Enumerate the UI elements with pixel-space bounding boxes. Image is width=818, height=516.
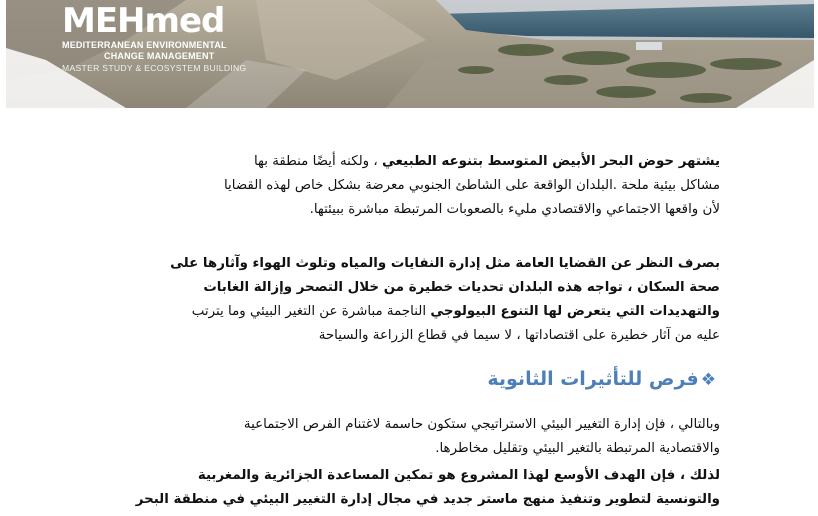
paragraph2-line1: بصرف النظر عن القضايا العامة مثل إدارة النفايات والمياه وتلوث الهواء وآثارها على	[170, 256, 720, 271]
paragraph3-line1: وبالتالي ، فإن إدارة التغيير البيئي الاستراتيجي ستكون حاسمة لاغتنام الفرص الاجتماعية	[243, 417, 720, 432]
paragraph4-line1: لذلك ، فإن الهدف الأوسع لهذا المشروع هو تمكين المساعدة الجزائرية والمغربية	[197, 468, 720, 483]
logo-line-1: MEDITERRANEAN ENVIRONMENTAL	[62, 40, 227, 50]
paragraph1-line1-bold: يشتهر حوض البحر الأبيض المتوسط بتنوعه الطبيعي	[382, 154, 720, 169]
paragraph-objective	[96, 464, 720, 512]
diamond-bullet-icon: ❖	[700, 370, 716, 390]
paragraph2-line4: عليه من آثار خطيرة على اقتصاداتها ، لا سيما في قطاع الزراعة والسياحة	[318, 328, 720, 343]
section-heading	[300, 368, 716, 390]
paragraph1-line2: مشاكل بيئية ملحة .البلدان الواقعة على الشاطئ الجنوبي معرضة بشكل خاص لهذه القضايا	[223, 178, 720, 193]
paragraph2-line2: صحة السكان ، تواجه هذه البلدان تحديات خطيرة من خلال التصحر وإزالة الغابات	[203, 280, 720, 295]
logo-line-2: CHANGE MANAGEMENT	[104, 51, 215, 61]
paragraph2-line3-bold: والتهديدات التي يتعرض لها التنوع البيولوجي	[430, 304, 720, 319]
paragraph4-line2: والتونسية لتطوير وتنفيذ منهج ماستر جديد في مجال إدارة التغيير البيئي في منطقة البحر	[135, 492, 720, 507]
paragraph-biodiversity	[96, 150, 720, 222]
paragraph1-line1-rest: ، ولكنه أيضًا منطقة بها	[253, 154, 378, 169]
paragraph2-line3-rest: الناجمة مباشرة عن التغير البيئي وما يترتب	[191, 304, 427, 319]
section-heading-text: فرص للتأثيرات الثانوية	[487, 368, 699, 390]
header-banner	[6, 0, 814, 108]
logo-subtitle: MASTER STUDY & ECOSYSTEM BUILDING	[62, 63, 247, 73]
paragraph3-line2: والاقتصادية المرتبطة بالتغير البيئي وتقليل مخاطرها.	[435, 441, 720, 456]
paragraph2-line3	[96, 300, 720, 324]
mehmed-logo	[62, 2, 247, 74]
logo-title: MEHmed	[62, 1, 225, 41]
paragraph-strategy	[96, 413, 720, 461]
paragraph-challenges	[96, 252, 720, 348]
paragraph1-line1	[96, 150, 720, 174]
paragraph1-line3: لأن واقعها الاجتماعي والاقتصادي مليء بالصعوبات المرتبطة مباشرة ببيئتها.	[309, 202, 720, 217]
